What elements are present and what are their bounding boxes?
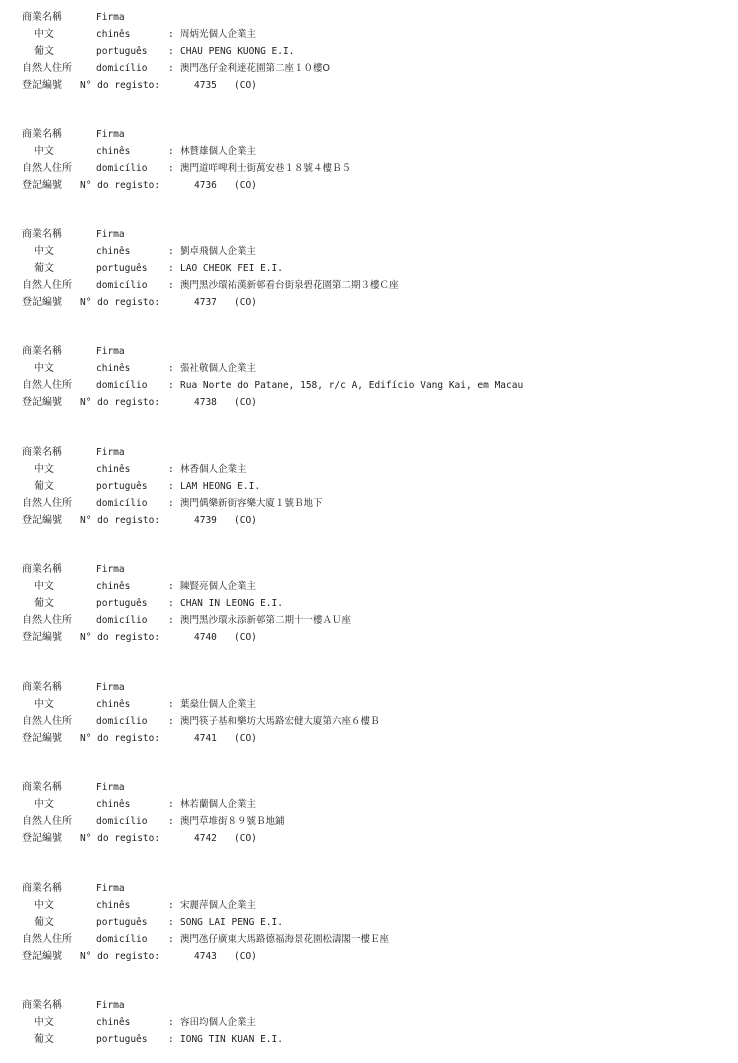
- domicilio-label-pt: domicílio: [96, 498, 148, 509]
- chines-label-zh: 中文: [34, 464, 54, 475]
- portuguese-name-line: [22, 595, 722, 612]
- domicilio-label-zh: 自然人住所: [22, 280, 72, 291]
- chines-label-pt: chinês: [96, 699, 131, 710]
- chinese-name-value: 周炳光個人企業主: [180, 29, 257, 40]
- portuguese-name-value: SONG LAI PENG E.I.: [180, 917, 283, 928]
- chines-label-zh: 中文: [34, 581, 54, 592]
- firma-label-zh: 商業名稱: [22, 682, 62, 693]
- firma-label-pt: Firma: [96, 129, 125, 140]
- portugues-label-pt: português: [96, 1034, 148, 1045]
- domicilio-label-zh: 自然人住所: [22, 615, 72, 626]
- firma-label-pt: Firma: [96, 12, 125, 23]
- registo-label-pt: N° do registo:: [80, 632, 161, 643]
- registo-label-zh: 登記編號: [22, 80, 62, 91]
- registration-code: (CO): [234, 180, 257, 191]
- firma-label-pt: Firma: [96, 229, 125, 240]
- chines-label-pt: chinês: [96, 799, 131, 810]
- domicile-line: [22, 813, 722, 830]
- domicilio-label-zh: 自然人住所: [22, 934, 72, 945]
- domicilio-label-zh: 自然人住所: [22, 63, 72, 74]
- domicilio-label-zh: 自然人住所: [22, 816, 72, 827]
- firma-header-line: [22, 997, 722, 1014]
- firma-label-zh: 商業名稱: [22, 883, 62, 894]
- registo-label-pt: N° do registo:: [80, 733, 161, 744]
- domicilio-label-zh: 自然人住所: [22, 498, 72, 509]
- portugues-label-pt: português: [96, 46, 148, 57]
- registo-label-pt: N° do registo:: [80, 180, 161, 191]
- colon: :: [168, 699, 174, 710]
- chines-label-zh: 中文: [34, 799, 54, 810]
- firma-header-line: [22, 126, 722, 143]
- colon: :: [168, 716, 174, 727]
- chines-label-pt: chinês: [96, 363, 131, 374]
- portuguese-name-value: LAO CHEOK FEI E.I.: [180, 263, 283, 274]
- chinese-name-line: [22, 143, 722, 160]
- registration-code: (CO): [234, 632, 257, 643]
- colon: :: [168, 464, 174, 475]
- colon: :: [168, 615, 174, 626]
- domicile-line: [22, 495, 722, 512]
- chines-label-zh: 中文: [34, 699, 54, 710]
- portuguese-name-line: [22, 914, 722, 931]
- colon: :: [168, 46, 174, 57]
- firma-header-line: [22, 9, 722, 26]
- registo-label-zh: 登記編號: [22, 297, 62, 308]
- registo-label-pt: N° do registo:: [80, 80, 161, 91]
- domicile-line: [22, 60, 722, 77]
- chinese-name-line: [22, 796, 722, 813]
- registration-line: [22, 730, 722, 747]
- firma-label-zh: 商業名稱: [22, 782, 62, 793]
- domicile-line: [22, 713, 722, 730]
- domicile-value: 澳門黑沙環祐漢新邨看台街泉碧花園第二期３樓Ｃ座: [180, 280, 399, 291]
- domicile-value: 澳門氹仔廣東大馬路德福海景花園松濤閣一樓Ｅ座: [180, 934, 390, 945]
- registry-record: [22, 343, 722, 411]
- chines-label-zh: 中文: [34, 29, 54, 40]
- firma-label-pt: Firma: [96, 346, 125, 357]
- firma-label-zh: 商業名稱: [22, 229, 62, 240]
- portuguese-name-value: CHAN IN LEONG E.I.: [180, 598, 283, 609]
- domicilio-label-zh: 自然人住所: [22, 163, 72, 174]
- colon: :: [168, 900, 174, 911]
- registry-record: [22, 126, 722, 194]
- domicile-value: 澳門道咩啤利士街萬安巷１８號４樓Ｂ５: [180, 163, 352, 174]
- domicilio-label-pt: domicílio: [96, 716, 148, 727]
- portugues-label-pt: português: [96, 481, 148, 492]
- domicilio-label-pt: domicílio: [96, 380, 148, 391]
- firma-header-line: [22, 779, 722, 796]
- chinese-name-line: [22, 1014, 722, 1031]
- chines-label-pt: chinês: [96, 246, 131, 257]
- colon: :: [168, 816, 174, 827]
- registo-label-pt: N° do registo:: [80, 397, 161, 408]
- chinese-name-value: 宋麗萍個人企業主: [180, 900, 257, 911]
- colon: :: [168, 917, 174, 928]
- firma-label-pt: Firma: [96, 564, 125, 575]
- registo-label-zh: 登記編號: [22, 733, 62, 744]
- firma-header-line: [22, 444, 722, 461]
- colon: :: [168, 163, 174, 174]
- portugues-label-pt: português: [96, 598, 148, 609]
- portuguese-name-line: [22, 43, 722, 60]
- colon: :: [168, 280, 174, 291]
- firma-label-pt: Firma: [96, 782, 125, 793]
- firma-label-pt: Firma: [96, 682, 125, 693]
- firma-header-line: [22, 561, 722, 578]
- registration-number: 4735: [194, 80, 217, 91]
- domicile-line: [22, 931, 722, 948]
- domicile-value: Rua Norte do Patane, 158, r/c A, Edifício Vang Kai, em Macau: [180, 380, 524, 391]
- domicile-line: [22, 612, 722, 629]
- domicile-value: 澳門草堆街８９號Ｂ地鋪: [180, 816, 285, 827]
- registry-record: [22, 561, 722, 646]
- chines-label-pt: chinês: [96, 581, 131, 592]
- portugues-label-zh: 葡文: [34, 481, 54, 492]
- firma-header-line: [22, 679, 722, 696]
- chinese-name-line: [22, 360, 722, 377]
- colon: :: [168, 481, 174, 492]
- registo-label-zh: 登記編號: [22, 951, 62, 962]
- portuguese-name-value: CHAU PENG KUONG E.I.: [180, 46, 295, 57]
- registry-record: [22, 779, 722, 847]
- chinese-name-value: 張社敬個人企業主: [180, 363, 257, 374]
- registry-record: [22, 226, 722, 311]
- chines-label-pt: chinês: [96, 1017, 131, 1028]
- registry-record: [22, 679, 722, 747]
- chines-label-zh: 中文: [34, 363, 54, 374]
- registration-code: (CO): [234, 733, 257, 744]
- domicilio-label-pt: domicílio: [96, 163, 148, 174]
- registration-number: 4736: [194, 180, 217, 191]
- chines-label-zh: 中文: [34, 900, 54, 911]
- colon: :: [168, 498, 174, 509]
- domicilio-label-zh: 自然人住所: [22, 380, 72, 391]
- portuguese-name-value: LAM HEONG E.I.: [180, 481, 261, 492]
- registry-record: [22, 997, 722, 1048]
- registo-label-zh: 登記編號: [22, 397, 62, 408]
- colon: :: [168, 63, 174, 74]
- portugues-label-zh: 葡文: [34, 598, 54, 609]
- registration-number: 4742: [194, 833, 217, 844]
- chinese-name-value: 劉卓飛個人企業主: [180, 246, 257, 257]
- domicile-value: 澳門黑沙環永添新邨第二期十一樓ＡＵ座: [180, 615, 352, 626]
- firma-label-pt: Firma: [96, 447, 125, 458]
- registry-record: [22, 444, 722, 529]
- registration-number: 4738: [194, 397, 217, 408]
- portuguese-name-line: [22, 478, 722, 495]
- colon: :: [168, 380, 174, 391]
- chines-label-pt: chinês: [96, 464, 131, 475]
- registo-label-pt: N° do registo:: [80, 833, 161, 844]
- chinese-name-line: [22, 696, 722, 713]
- firma-label-pt: Firma: [96, 883, 125, 894]
- domicilio-label-pt: domicílio: [96, 280, 148, 291]
- registration-line: [22, 948, 722, 965]
- firma-header-line: [22, 880, 722, 897]
- registration-number: 4743: [194, 951, 217, 962]
- firma-label-pt: Firma: [96, 1000, 125, 1011]
- registry-record: [22, 880, 722, 965]
- portugues-label-zh: 葡文: [34, 1034, 54, 1045]
- colon: :: [168, 1034, 174, 1045]
- chinese-name-line: [22, 243, 722, 260]
- chines-label-zh: 中文: [34, 1017, 54, 1028]
- portuguese-name-value: IONG TIN KUAN E.I.: [180, 1034, 283, 1045]
- domicile-value: 澳門氹仔金利達花園第二座１０樓O: [180, 63, 330, 74]
- domicilio-label-pt: domicílio: [96, 615, 148, 626]
- registration-line: [22, 394, 722, 411]
- firma-header-line: [22, 343, 722, 360]
- domicilio-label-pt: domicílio: [96, 934, 148, 945]
- registration-code: (CO): [234, 951, 257, 962]
- registo-label-zh: 登記編號: [22, 515, 62, 526]
- chinese-name-line: [22, 26, 722, 43]
- registration-line: [22, 512, 722, 529]
- firma-label-zh: 商業名稱: [22, 1000, 62, 1011]
- domicilio-label-pt: domicílio: [96, 816, 148, 827]
- chines-label-zh: 中文: [34, 246, 54, 257]
- registration-number: 4740: [194, 632, 217, 643]
- colon: :: [168, 934, 174, 945]
- chines-label-pt: chinês: [96, 29, 131, 40]
- registration-code: (CO): [234, 397, 257, 408]
- firma-header-line: [22, 226, 722, 243]
- domicile-value: 澳門偊樂新街容樂大廈１號Ｂ地下: [180, 498, 323, 509]
- domicile-line: [22, 160, 722, 177]
- registration-code: (CO): [234, 515, 257, 526]
- chinese-name-value: 林香個人企業主: [180, 464, 247, 475]
- firma-label-zh: 商業名稱: [22, 447, 62, 458]
- registry-record: [22, 9, 722, 94]
- portugues-label-zh: 葡文: [34, 917, 54, 928]
- colon: :: [168, 146, 174, 157]
- domicile-value: 澳門筷子基和樂坊大馬路宏健大廈第六座６樓Ｂ: [180, 716, 380, 727]
- registo-label-zh: 登記編號: [22, 833, 62, 844]
- portugues-label-pt: português: [96, 917, 148, 928]
- colon: :: [168, 581, 174, 592]
- firma-label-zh: 商業名稱: [22, 564, 62, 575]
- firma-label-zh: 商業名稱: [22, 129, 62, 140]
- domicile-line: [22, 277, 722, 294]
- colon: :: [168, 598, 174, 609]
- registration-line: [22, 830, 722, 847]
- colon: :: [168, 29, 174, 40]
- chines-label-pt: chinês: [96, 900, 131, 911]
- domicile-line: [22, 377, 722, 394]
- chinese-name-line: [22, 897, 722, 914]
- registration-line: [22, 629, 722, 646]
- colon: :: [168, 1017, 174, 1028]
- portugues-label-pt: português: [96, 263, 148, 274]
- colon: :: [168, 263, 174, 274]
- chinese-name-line: [22, 578, 722, 595]
- registration-number: 4739: [194, 515, 217, 526]
- chinese-name-line: [22, 461, 722, 478]
- chinese-name-value: 容田均個人企業主: [180, 1017, 257, 1028]
- domicilio-label-pt: domicílio: [96, 63, 148, 74]
- portugues-label-zh: 葡文: [34, 46, 54, 57]
- chinese-name-value: 林贊雄個人企業主: [180, 146, 257, 157]
- registration-line: [22, 177, 722, 194]
- domicilio-label-zh: 自然人住所: [22, 716, 72, 727]
- portuguese-name-line: [22, 1031, 722, 1048]
- registration-code: (CO): [234, 80, 257, 91]
- chinese-name-value: 林若蘭個人企業主: [180, 799, 257, 810]
- registration-code: (CO): [234, 297, 257, 308]
- registration-line: [22, 294, 722, 311]
- colon: :: [168, 799, 174, 810]
- registo-label-zh: 登記編號: [22, 632, 62, 643]
- registration-number: 4737: [194, 297, 217, 308]
- chinese-name-value: 陳賢亮個人企業主: [180, 581, 257, 592]
- chines-label-zh: 中文: [34, 146, 54, 157]
- registration-code: (CO): [234, 833, 257, 844]
- chines-label-pt: chinês: [96, 146, 131, 157]
- colon: :: [168, 246, 174, 257]
- registo-label-zh: 登記編號: [22, 180, 62, 191]
- portugues-label-zh: 葡文: [34, 263, 54, 274]
- registo-label-pt: N° do registo:: [80, 515, 161, 526]
- portuguese-name-line: [22, 260, 722, 277]
- firma-label-zh: 商業名稱: [22, 346, 62, 357]
- registo-label-pt: N° do registo:: [80, 297, 161, 308]
- firma-label-zh: 商業名稱: [22, 12, 62, 23]
- chinese-name-value: 葉燊仕個人企業主: [180, 699, 257, 710]
- registration-line: [22, 77, 722, 94]
- colon: :: [168, 363, 174, 374]
- registo-label-pt: N° do registo:: [80, 951, 161, 962]
- registration-number: 4741: [194, 733, 217, 744]
